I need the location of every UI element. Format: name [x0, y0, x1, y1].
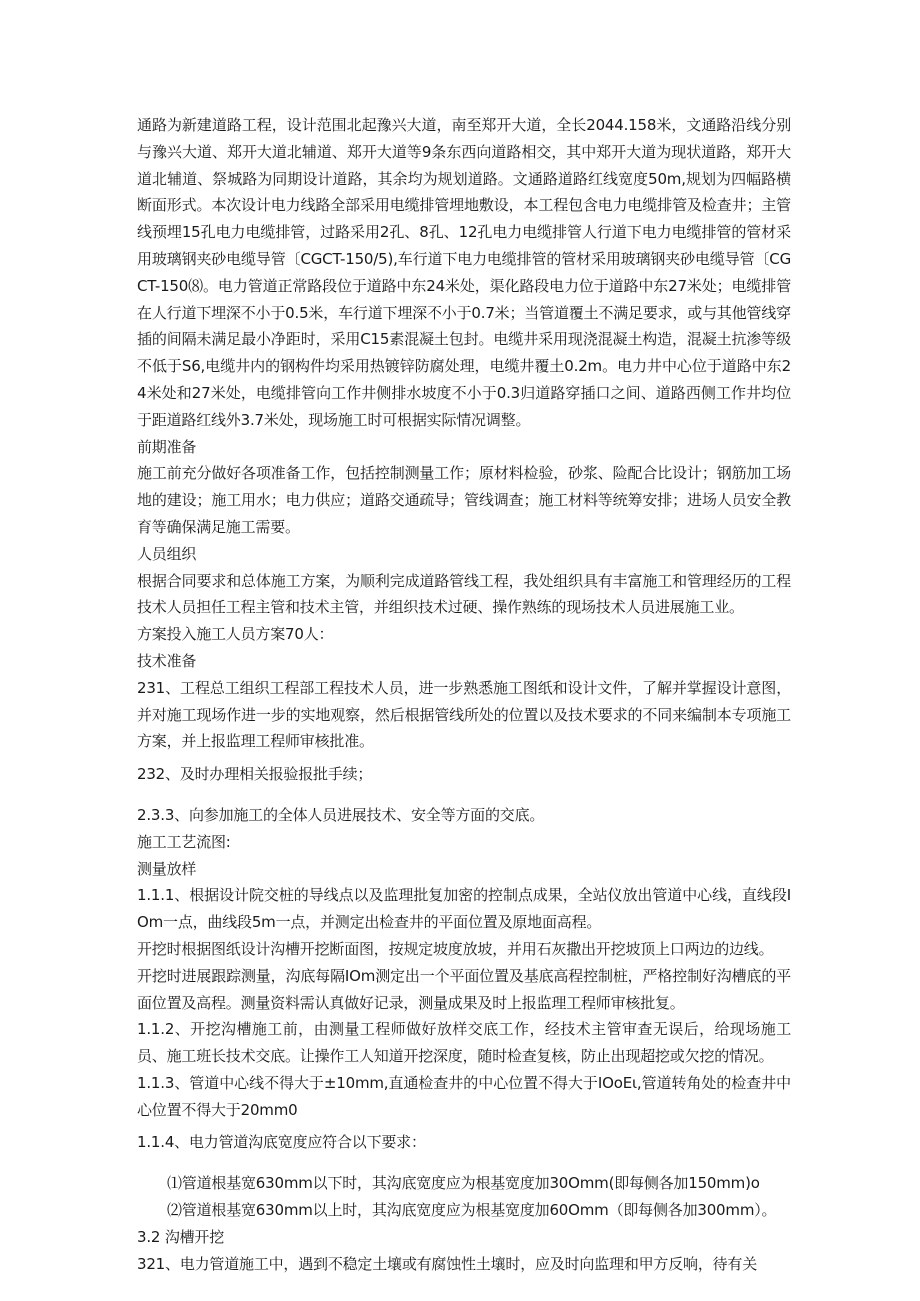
survey-item-112: 1.1.2、开挖沟槽施工前，由测量工程师做好放样交底工作，经技术主管审查无误后，给现场施工员、施工班长技术交底。让操作工人知道开挖深度，随时检查复核，防止出现超挖或欠挖的情况。 [137, 1020, 791, 1066]
staff-count: 方案投入施工人员方案70人： [137, 625, 334, 644]
staff-paragraph: 根据合同要求和总体施工方案，为顺利完成道路管线工程，我处组织具有丰富施工和管理经历的工程技术人员担任工程主管和技术主管，并组织技术过硬、操作熟练的现场技术人员进展施工业。 [137, 571, 791, 617]
survey-item-114-2: ⑵管道根基宽630mm以上时，其沟底宽度应为根基宽度加60Omm（即每侧各加300mm）。 [167, 1201, 777, 1220]
tech-item-233: 2.3.3、向参加施工的全体人员进展技术、安全等方面的交底。 [137, 805, 545, 824]
tech-item-231: 231、工程总工组织工程部工程技术人员，进一步熟悉施工图纸和设计文件，了解并掌握设计意图，并对施工现场作进一步的实地观察，然后根据管线所处的位置以及技术要求的不同来编制本专项施工方案，并上报监理工程师审核批准。 [137, 678, 791, 751]
survey-heading: 测量放样 [137, 859, 197, 878]
tech-item-232: 232、及时办理相关报验报批手续； [137, 765, 373, 784]
flow-heading: 施工工艺流图: [137, 832, 231, 851]
survey-item-111c: 开挖时进展跟踪测量，沟底每隔IOm测定出一个平面位置及基底高程控制桩，严格控制好沟槽底的平面位置及高程。测量资料需认真做好记录，测量成果及时上报监理工程师审核批复。 [137, 966, 791, 1012]
tech-heading: 技术准备 [137, 651, 197, 670]
trench-heading: 3.2 沟槽开挖 [137, 1227, 225, 1246]
survey-item-111b: 开挖时根据图纸设计沟槽开挖断面图，按规定坡度放坡，并用石灰撒出开挖坡顶上口两边的边线。 [137, 939, 774, 958]
survey-item-114-1: ⑴管道根基宽630mm以下时，其沟底宽度应为根基宽度加30Omm(即每侧各加150mm)o [167, 1174, 760, 1193]
survey-item-114: 1.1.4、电力管道沟底宽度应符合以下要求： [137, 1133, 426, 1152]
prep-heading: 前期准备 [137, 437, 197, 456]
survey-item-113: 1.1.3、管道中心线不得大于±10mm,直通检查井的中心位置不得大于IOoEι,管道转角处的检查井中心位置不得大于20mm0 [137, 1073, 791, 1119]
survey-item-111: 1.1.1、根据设计院交桩的导线点以及监理批复加密的控制点成果，全站仪放出管道中心线，直线段IOm一点，曲线段5m一点，并测定出检查井的平面位置及原地面高程。 [137, 886, 791, 932]
prep-paragraph: 施工前充分做好各项准备工作，包括控制测量工作；原材料检验，砂浆、险配合比设计；钢筋加工场地的建设；施工用水；电力供应；道路交通疏导；管线调查；施工材料等统筹安排；进场人员安全教育等确保满足施工需要。 [137, 464, 791, 536]
document-body [137, 112, 791, 1277]
intro-paragraph: 通路为新建道路工程，设计范围北起豫兴大道，南至郑开大道，全长2044.158米，文通路沿线分别与豫兴大道、郑开大道北辅道、郑开大道等9条东西向道路相交，其中郑开大道为现状道路，郑开大道北辅道、祭城路为同期设计道路，其余均为规划道路。文通路道路红线宽度50m,规划为四幅路横断面形式。本次设计电力线路全部采用电缆排管埋地敷设，本工程包含电力电缆排管及检查井；主管线预埋15孔电力电缆排管，过路采用2孔、8孔、12孔电力电缆排管人行道下电力电缆排管的管材采用玻璃钢夹砂电缆导管〔CGCT-150/5),车行道下电力电缆排管的管材采用玻璃钢夹砂电缆导管〔CGCT-150⑻。电力管道正常路段位于道路中东24米处，渠化路段电力位于道路中东27米处；电缆排管在人行道下埋深不小于0.5米，车行道下埋深不小于0.7米；当管道覆土不满足要求，或与其他管线穿插的间隔未满足最小净距时，采用C15素混凝土包封。电缆井采用现浇混凝土构造，混凝土抗渗等级不低于S6,电缆井内的钢构件均采用热镀锌防腐处理，电缆井覆土0.2m。电力井中心位于道路中东24米处和27米处，电缆排管向工作井侧排水坡度不小于0.3归道路穿插口之间、道路西侧工作井均位于距道路红线外3.7米处，现场施工时可根据实际情况调整。 [137, 116, 791, 429]
trench-item-321: 321、电力管道施工中，遇到不稳定土壤或有腐蚀性土壤时，应及时向监理和甲方反响，待有关 [137, 1254, 758, 1273]
staff-heading: 人员组织 [137, 544, 197, 563]
